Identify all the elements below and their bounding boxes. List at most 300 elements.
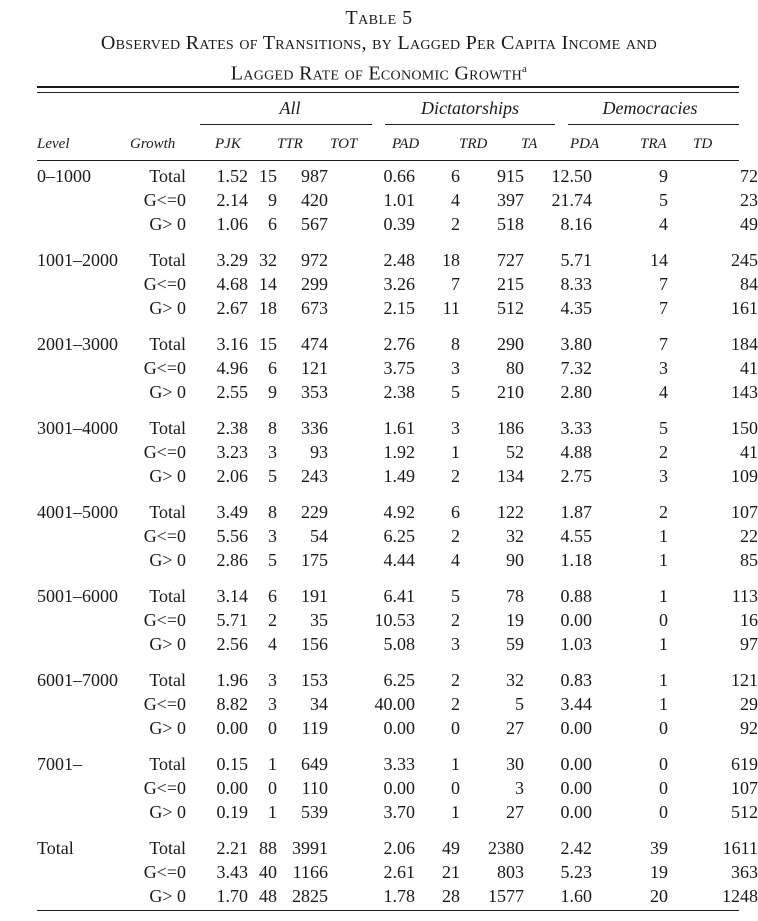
ttr-cell: 88 <box>259 838 277 858</box>
spacer-cell <box>460 416 470 440</box>
ttr-cell: 8 <box>268 418 277 438</box>
pjk-cell: 2.14 <box>216 190 248 210</box>
margin-cell <box>0 332 37 356</box>
spacer-cell <box>460 272 470 296</box>
table-row <box>0 356 758 380</box>
tra-cell: 4 <box>659 214 668 234</box>
margin-cell <box>0 548 37 572</box>
spacer-cell <box>277 212 287 236</box>
spacer-cell <box>277 248 287 272</box>
spacer-cell <box>460 752 470 776</box>
table-row <box>0 860 758 884</box>
tot-cell: 3991 <box>292 838 328 858</box>
spacer-cell <box>592 296 612 320</box>
tot-cell: 119 <box>301 718 328 738</box>
tra-cell: 5 <box>659 418 668 438</box>
trd-cell: 2 <box>451 670 460 690</box>
level-cell <box>37 296 130 320</box>
spacer-cell <box>277 380 287 404</box>
ttr-cell: 6 <box>268 214 277 234</box>
spacer-cell <box>277 752 287 776</box>
pda-cell: 4.35 <box>560 298 592 318</box>
pda-cell: 0.00 <box>560 754 592 774</box>
ta-cell: 210 <box>497 382 524 402</box>
spacer-cell <box>592 608 612 632</box>
spacer-cell <box>277 776 287 800</box>
tot-cell: 336 <box>301 418 328 438</box>
td-cell: 29 <box>740 694 758 714</box>
tra-cell: 9 <box>659 166 668 186</box>
spacer-cell <box>328 776 348 800</box>
header-ta: TA <box>521 136 538 152</box>
trd-cell: 2 <box>451 526 460 546</box>
spacer-cell <box>592 500 612 524</box>
spacer-cell <box>277 800 287 824</box>
pjk-cell: 5.56 <box>216 526 248 546</box>
spacer-cell <box>460 524 470 548</box>
spacer-cell <box>328 836 348 860</box>
group-rule-dictatorships <box>385 124 555 125</box>
spacer-cell <box>277 884 287 908</box>
growth-cell: G> 0 <box>149 802 186 822</box>
spacer-cell <box>460 440 470 464</box>
spacer-cell <box>592 668 612 692</box>
header-trd: TRD <box>459 136 488 152</box>
spacer-cell <box>328 884 348 908</box>
td-cell: 97 <box>740 634 758 654</box>
td-cell: 41 <box>740 442 758 462</box>
pad-cell: 6.25 <box>383 670 415 690</box>
ta-cell: 397 <box>497 190 524 210</box>
margin-cell <box>0 632 37 656</box>
spacer-cell <box>328 716 348 740</box>
tra-cell: 0 <box>659 778 668 798</box>
pjk-cell: 2.21 <box>216 838 248 858</box>
trd-cell: 0 <box>451 718 460 738</box>
margin-cell <box>0 164 37 188</box>
ta-cell: 27 <box>506 802 524 822</box>
growth-cell: Total <box>149 334 186 354</box>
group-rule-all <box>200 124 372 125</box>
spacer-cell <box>460 248 470 272</box>
spacer-cell <box>277 356 287 380</box>
table-row <box>0 692 758 716</box>
pad-cell: 2.48 <box>383 250 415 270</box>
tot-cell: 121 <box>301 358 328 378</box>
table-row <box>0 836 758 860</box>
tot-cell: 972 <box>301 250 328 270</box>
bottom-rule <box>37 910 739 911</box>
spacer-cell <box>592 356 612 380</box>
spacer-cell <box>592 752 612 776</box>
level-cell <box>37 548 130 572</box>
spacer-cell <box>592 584 612 608</box>
margin-cell <box>0 752 37 776</box>
pad-cell: 1.78 <box>383 886 415 906</box>
spacer-cell <box>592 884 612 908</box>
pad-cell: 0.00 <box>383 718 415 738</box>
ttr-cell: 1 <box>268 802 277 822</box>
ta-cell: 512 <box>497 298 524 318</box>
tot-cell: 54 <box>310 526 328 546</box>
margin-cell <box>0 188 37 212</box>
pda-cell: 0.00 <box>560 718 592 738</box>
pad-cell: 2.38 <box>383 382 415 402</box>
margin-cell <box>0 416 37 440</box>
spacer-cell <box>328 800 348 824</box>
spacer-cell <box>328 632 348 656</box>
trd-cell: 5 <box>451 586 460 606</box>
growth-cell: G> 0 <box>149 634 186 654</box>
growth-cell: G<=0 <box>143 694 186 714</box>
td-cell: 245 <box>731 250 758 270</box>
spacer-cell <box>328 668 348 692</box>
tot-cell: 474 <box>301 334 328 354</box>
level-cell: Total <box>37 838 74 858</box>
ttr-cell: 15 <box>259 166 277 186</box>
pad-cell: 0.66 <box>383 166 415 186</box>
trd-cell: 5 <box>451 382 460 402</box>
growth-cell: Total <box>149 586 186 606</box>
spacer-cell <box>592 524 612 548</box>
growth-cell: Total <box>149 670 186 690</box>
header-td: TD <box>693 136 713 152</box>
pda-cell: 12.50 <box>551 166 592 186</box>
spacer-cell <box>328 380 348 404</box>
spacer-cell <box>328 440 348 464</box>
pjk-cell: 3.16 <box>216 334 248 354</box>
ta-cell: 518 <box>497 214 524 234</box>
pad-cell: 6.41 <box>383 586 415 606</box>
margin-cell <box>0 884 37 908</box>
tra-cell: 39 <box>650 838 668 858</box>
trd-cell: 2 <box>451 694 460 714</box>
growth-cell: Total <box>149 838 186 858</box>
spacer-cell <box>460 548 470 572</box>
pjk-cell: 2.38 <box>216 418 248 438</box>
ta-cell: 290 <box>497 334 524 354</box>
header-pjk: PJK <box>215 136 241 152</box>
ta-cell: 134 <box>497 466 524 486</box>
tot-cell: 299 <box>301 274 328 294</box>
growth-cell: G> 0 <box>149 298 186 318</box>
trd-cell: 6 <box>451 502 460 522</box>
table-row <box>0 500 758 524</box>
pad-cell: 3.33 <box>383 754 415 774</box>
margin-cell <box>0 860 37 884</box>
margin-cell <box>0 716 37 740</box>
table-title-line-2 <box>0 56 758 87</box>
pjk-cell: 3.29 <box>216 250 248 270</box>
margin-cell <box>0 212 37 236</box>
pad-cell: 6.25 <box>383 526 415 546</box>
group-spacer <box>0 320 758 332</box>
td-cell: 23 <box>740 190 758 210</box>
ttr-cell: 3 <box>268 526 277 546</box>
spacer-cell <box>460 188 470 212</box>
pjk-cell: 0.00 <box>216 778 248 798</box>
pda-cell: 3.33 <box>560 418 592 438</box>
td-cell: 107 <box>731 502 758 522</box>
ta-cell: 30 <box>506 754 524 774</box>
spacer-cell <box>328 752 348 776</box>
ttr-cell: 5 <box>268 466 277 486</box>
tra-cell: 3 <box>659 358 668 378</box>
level-cell: 7001– <box>37 754 82 774</box>
trd-cell: 3 <box>451 418 460 438</box>
tra-cell: 1 <box>659 586 668 606</box>
group-spacer <box>0 404 758 416</box>
pda-cell: 2.80 <box>560 382 592 402</box>
margin-cell <box>0 692 37 716</box>
pda-cell: 3.44 <box>560 694 592 714</box>
level-cell <box>37 188 130 212</box>
td-cell: 107 <box>731 778 758 798</box>
table-row <box>0 164 758 188</box>
td-cell: 92 <box>740 718 758 738</box>
pjk-cell: 3.14 <box>216 586 248 606</box>
margin-cell <box>0 584 37 608</box>
trd-cell: 21 <box>442 862 460 882</box>
pad-cell: 4.44 <box>383 550 415 570</box>
spacer-cell <box>277 860 287 884</box>
ttr-cell: 0 <box>268 778 277 798</box>
pjk-cell: 8.82 <box>216 694 248 714</box>
tot-cell: 353 <box>301 382 328 402</box>
growth-cell: Total <box>149 250 186 270</box>
ta-cell: 78 <box>506 586 524 606</box>
group-spacer <box>0 236 758 248</box>
tot-cell: 567 <box>301 214 328 234</box>
ta-cell: 5 <box>515 694 524 714</box>
ta-cell: 215 <box>497 274 524 294</box>
ta-cell: 3 <box>515 778 524 798</box>
ttr-cell: 3 <box>268 694 277 714</box>
pjk-cell: 0.19 <box>216 802 248 822</box>
table-row <box>0 752 758 776</box>
tra-cell: 1 <box>659 670 668 690</box>
table-row <box>0 212 758 236</box>
spacer-cell <box>328 416 348 440</box>
level-cell: 6001–7000 <box>37 670 118 690</box>
tra-cell: 7 <box>659 334 668 354</box>
trd-cell: 0 <box>451 778 460 798</box>
pda-cell: 1.60 <box>560 886 592 906</box>
ta-cell: 27 <box>506 718 524 738</box>
table-row <box>0 884 758 908</box>
spacer-cell <box>328 332 348 356</box>
group-header-dictatorships: Dictatorships <box>420 98 519 118</box>
group-spacer <box>0 488 758 500</box>
spacer-cell <box>460 212 470 236</box>
spacer-cell <box>277 608 287 632</box>
spacer-cell <box>460 584 470 608</box>
spacer-cell <box>328 188 348 212</box>
header-pda: PDA <box>570 136 600 152</box>
level-cell: 4001–5000 <box>37 502 118 522</box>
group-spacer <box>0 656 758 668</box>
growth-cell: G> 0 <box>149 718 186 738</box>
spacer-cell <box>328 296 348 320</box>
pjk-cell: 1.52 <box>216 166 248 186</box>
tra-cell: 2 <box>659 442 668 462</box>
tot-cell: 987 <box>301 166 328 186</box>
pad-cell: 2.06 <box>383 838 415 858</box>
margin-cell <box>0 356 37 380</box>
spacer-cell <box>460 632 470 656</box>
growth-cell: Total <box>149 166 186 186</box>
spacer-cell <box>328 548 348 572</box>
table-row <box>0 188 758 212</box>
spacer-cell <box>277 500 287 524</box>
spacer-cell <box>592 164 612 188</box>
tot-cell: 649 <box>301 754 328 774</box>
td-cell: 150 <box>731 418 758 438</box>
table-row <box>0 296 758 320</box>
ta-cell: 186 <box>497 418 524 438</box>
pad-cell: 2.76 <box>383 334 415 354</box>
td-cell: 143 <box>731 382 758 402</box>
table-body <box>0 164 758 908</box>
spacer-cell <box>277 524 287 548</box>
spacer-cell <box>277 668 287 692</box>
growth-cell: G<=0 <box>143 274 186 294</box>
spacer-cell <box>328 692 348 716</box>
header-tra: TRA <box>640 136 667 152</box>
pda-cell: 3.80 <box>560 334 592 354</box>
pad-cell: 0.00 <box>383 778 415 798</box>
pda-cell: 8.16 <box>560 214 592 234</box>
growth-cell: G> 0 <box>149 382 186 402</box>
trd-cell: 2 <box>451 466 460 486</box>
ttr-cell: 6 <box>268 358 277 378</box>
td-cell: 619 <box>731 754 758 774</box>
ta-cell: 122 <box>497 502 524 522</box>
ttr-cell: 40 <box>259 862 277 882</box>
td-cell: 85 <box>740 550 758 570</box>
margin-cell <box>0 524 37 548</box>
growth-cell: G<=0 <box>143 358 186 378</box>
trd-cell: 1 <box>451 802 460 822</box>
header-tot: TOT <box>330 136 358 152</box>
pda-cell: 0.83 <box>560 670 592 690</box>
spacer-cell <box>592 464 612 488</box>
ta-cell: 90 <box>506 550 524 570</box>
tra-cell: 0 <box>659 802 668 822</box>
level-cell <box>37 464 130 488</box>
pad-cell: 1.92 <box>383 442 415 462</box>
margin-cell <box>0 440 37 464</box>
level-cell <box>37 380 130 404</box>
table-row <box>0 608 758 632</box>
tra-cell: 3 <box>659 466 668 486</box>
level-cell <box>37 716 130 740</box>
spacer-cell <box>460 164 470 188</box>
growth-cell: Total <box>149 418 186 438</box>
td-cell: 363 <box>731 862 758 882</box>
pjk-cell: 0.15 <box>216 754 248 774</box>
td-cell: 161 <box>731 298 758 318</box>
ta-cell: 52 <box>506 442 524 462</box>
ta-cell: 80 <box>506 358 524 378</box>
spacer-cell <box>460 836 470 860</box>
pad-cell: 1.61 <box>383 418 415 438</box>
tra-cell: 0 <box>659 718 668 738</box>
growth-cell: G<=0 <box>143 610 186 630</box>
table-row <box>0 800 758 824</box>
pjk-cell: 2.55 <box>216 382 248 402</box>
spacer-cell <box>592 716 612 740</box>
group-header-all: All <box>279 98 301 118</box>
pda-cell: 8.33 <box>560 274 592 294</box>
margin-cell <box>0 608 37 632</box>
table-row <box>0 716 758 740</box>
spacer-cell <box>460 608 470 632</box>
margin-cell <box>0 380 37 404</box>
tra-cell: 1 <box>659 550 668 570</box>
table-row <box>0 668 758 692</box>
pad-cell: 10.53 <box>374 610 415 630</box>
tot-cell: 175 <box>301 550 328 570</box>
pad-cell: 1.01 <box>383 190 415 210</box>
margin-cell <box>0 272 37 296</box>
ta-cell: 32 <box>506 526 524 546</box>
ttr-cell: 32 <box>259 250 277 270</box>
level-cell <box>37 608 130 632</box>
spacer-cell <box>277 836 287 860</box>
growth-cell: G> 0 <box>149 214 186 234</box>
trd-cell: 28 <box>442 886 460 906</box>
growth-cell: G<=0 <box>143 526 186 546</box>
ta-cell: 59 <box>506 634 524 654</box>
margin-cell <box>0 776 37 800</box>
ttr-cell: 15 <box>259 334 277 354</box>
tot-cell: 673 <box>301 298 328 318</box>
td-cell: 121 <box>731 670 758 690</box>
pjk-cell: 1.70 <box>216 886 248 906</box>
pda-cell: 0.00 <box>560 778 592 798</box>
ta-cell: 2380 <box>488 838 524 858</box>
spacer-cell <box>460 776 470 800</box>
growth-cell: G<=0 <box>143 778 186 798</box>
pjk-cell: 2.06 <box>216 466 248 486</box>
margin-cell <box>0 668 37 692</box>
pjk-cell: 1.96 <box>216 670 248 690</box>
margin-cell <box>0 836 37 860</box>
pjk-cell: 5.71 <box>216 610 248 630</box>
spacer-cell <box>460 464 470 488</box>
table-row <box>0 584 758 608</box>
trd-cell: 1 <box>451 442 460 462</box>
table-row <box>0 380 758 404</box>
table-row <box>0 416 758 440</box>
trd-cell: 3 <box>451 358 460 378</box>
trd-cell: 1 <box>451 754 460 774</box>
tra-cell: 4 <box>659 382 668 402</box>
top-rule-thin <box>37 92 739 93</box>
trd-cell: 11 <box>442 298 460 318</box>
table-title-line-2-text: Lagged Rate of Economic Growth <box>230 62 523 85</box>
top-rule-thick <box>37 86 739 88</box>
table-row <box>0 548 758 572</box>
tot-cell: 110 <box>301 778 328 798</box>
ttr-cell: 3 <box>268 442 277 462</box>
spacer-cell <box>277 296 287 320</box>
pda-cell: 5.23 <box>560 862 592 882</box>
spacer-cell <box>592 248 612 272</box>
pda-cell: 7.32 <box>560 358 592 378</box>
ttr-cell: 3 <box>268 670 277 690</box>
